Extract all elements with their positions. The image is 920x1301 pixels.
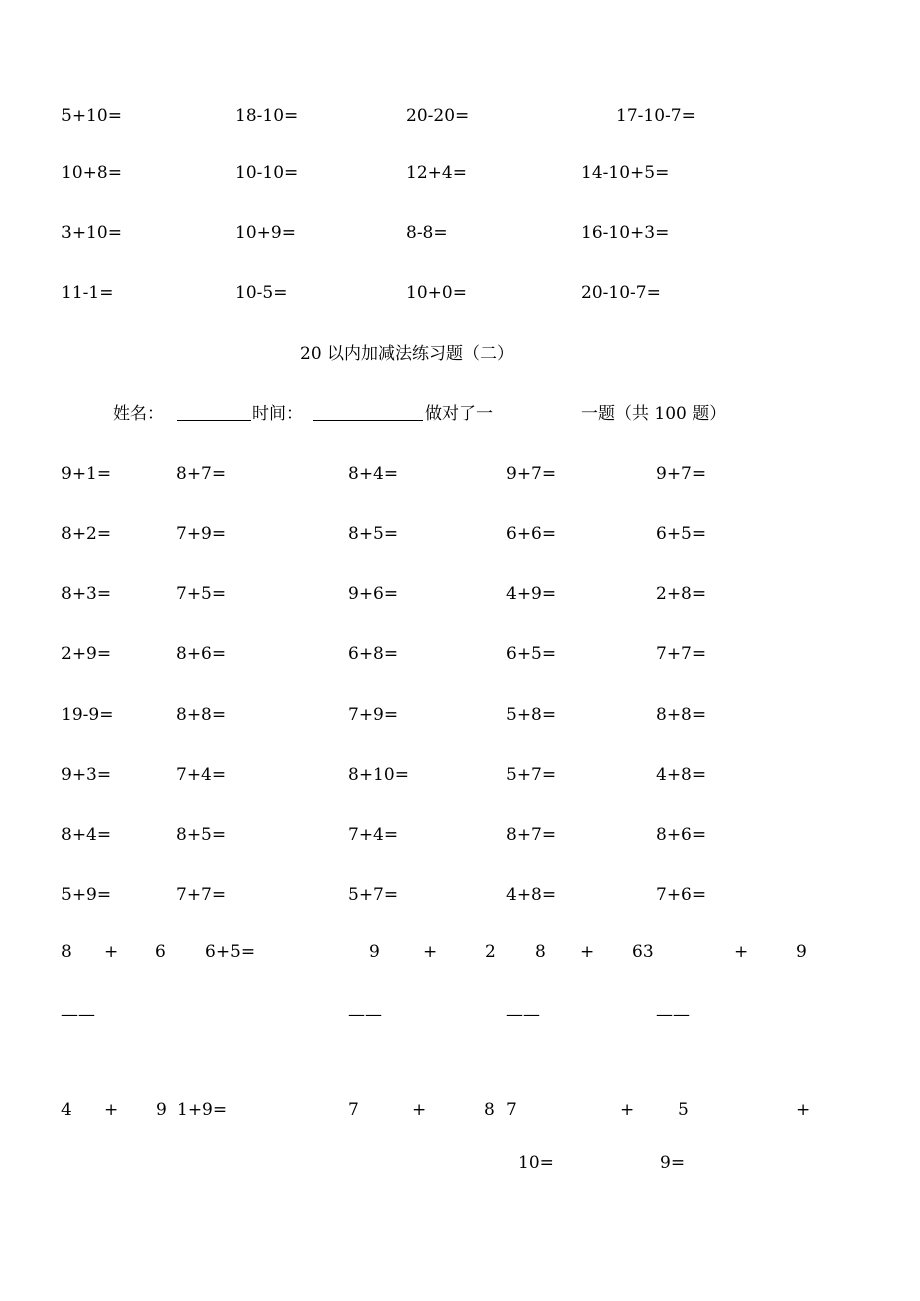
- fragment: 10=: [518, 1153, 554, 1173]
- problem: 18-10=: [235, 106, 299, 126]
- problem: 12+4=: [406, 163, 467, 183]
- fragment: 8: [61, 942, 72, 962]
- fragment: +: [412, 1100, 427, 1120]
- problem: 6+6=: [506, 524, 557, 544]
- blank-line: ——: [506, 1005, 540, 1025]
- problem: 8-8=: [406, 223, 448, 243]
- problem: 8+7=: [506, 825, 557, 845]
- problem: 8+10=: [348, 765, 409, 785]
- problem: 5+8=: [506, 705, 557, 725]
- fragment: 4: [61, 1100, 72, 1120]
- problem: 4+8=: [506, 885, 557, 905]
- problem: 6+5=: [656, 524, 707, 544]
- problem: 7+9=: [176, 524, 227, 544]
- problem: 10-10=: [235, 163, 299, 183]
- problem: 5+7=: [348, 885, 399, 905]
- fragment: 6+5=: [205, 942, 256, 962]
- fragment: 8: [535, 942, 546, 962]
- fragment: +: [580, 942, 595, 962]
- problem: 20-20=: [406, 106, 470, 126]
- problem: 7+4=: [176, 765, 227, 785]
- problem: 8+4=: [348, 464, 399, 484]
- problem: 7+5=: [176, 584, 227, 604]
- time-label: 时间：: [252, 404, 303, 424]
- fragment: 2: [485, 942, 496, 962]
- problem: 6+8=: [348, 644, 399, 664]
- problem: 20-10-7=: [581, 283, 661, 303]
- fragment: 9: [369, 942, 380, 962]
- page-title: 20 以内加减法练习题（二）: [300, 344, 515, 364]
- problem: 7+7=: [656, 644, 707, 664]
- problem: 7+4=: [348, 825, 399, 845]
- problem: 5+10=: [61, 106, 122, 126]
- fragment: 9: [796, 942, 807, 962]
- problem: 8+7=: [176, 464, 227, 484]
- problem: 4+9=: [506, 584, 557, 604]
- problem: 8+5=: [348, 524, 399, 544]
- fragment: 7: [348, 1100, 359, 1120]
- problem: 19-9=: [61, 705, 114, 725]
- fragment: +: [423, 942, 438, 962]
- problem: 9+7=: [656, 464, 707, 484]
- fragment: +: [104, 1100, 119, 1120]
- blank-line: ——: [61, 1005, 95, 1025]
- name-blank: [177, 404, 251, 426]
- problem: 16-10+3=: [581, 223, 670, 243]
- fragment: +: [620, 1100, 635, 1120]
- problem: 10+9=: [235, 223, 296, 243]
- fragment: +: [104, 942, 119, 962]
- problem: 6+5=: [506, 644, 557, 664]
- fragment: 9: [156, 1100, 167, 1120]
- fragment: 7: [506, 1100, 517, 1120]
- fragment: 5: [678, 1100, 689, 1120]
- problem: 2+9=: [61, 644, 112, 664]
- problem: 8+8=: [176, 705, 227, 725]
- problem: 9+6=: [348, 584, 399, 604]
- fragment: 8: [484, 1100, 495, 1120]
- correct-label: 做对了一: [425, 404, 493, 424]
- problem: 8+6=: [656, 825, 707, 845]
- time-blank: [313, 404, 423, 426]
- problem: 8+6=: [176, 644, 227, 664]
- problem: 8+2=: [61, 524, 112, 544]
- fragment: +: [734, 942, 749, 962]
- name-label: 姓名：: [113, 404, 164, 424]
- problem: 2+8=: [656, 584, 707, 604]
- problem: 5+9=: [61, 885, 112, 905]
- problem: 10-5=: [235, 283, 288, 303]
- fragment: +: [796, 1100, 811, 1120]
- problem: 9+7=: [506, 464, 557, 484]
- problem: 9+1=: [61, 464, 112, 484]
- fragment: 6: [155, 942, 166, 962]
- fragment: 9=: [660, 1153, 686, 1173]
- total-label: 一题（共 100 题）: [581, 404, 727, 424]
- fragment: 1+9=: [177, 1100, 228, 1120]
- problem: 7+6=: [656, 885, 707, 905]
- problem: 8+4=: [61, 825, 112, 845]
- problem: 11-1=: [61, 283, 114, 303]
- problem: 10+8=: [61, 163, 122, 183]
- problem: 5+7=: [506, 765, 557, 785]
- problem: 3+10=: [61, 223, 122, 243]
- problem: 10+0=: [406, 283, 467, 303]
- problem: 7+7=: [176, 885, 227, 905]
- problem: 8+8=: [656, 705, 707, 725]
- blank-line: ——: [348, 1005, 382, 1025]
- problem: 7+9=: [348, 705, 399, 725]
- problem: 4+8=: [656, 765, 707, 785]
- problem: 9+3=: [61, 765, 112, 785]
- fragment: 63: [632, 942, 654, 962]
- problem: 8+3=: [61, 584, 112, 604]
- problem: 17-10-7=: [616, 106, 696, 126]
- problem: 8+5=: [176, 825, 227, 845]
- blank-line: ——: [656, 1005, 690, 1025]
- problem: 14-10+5=: [581, 163, 670, 183]
